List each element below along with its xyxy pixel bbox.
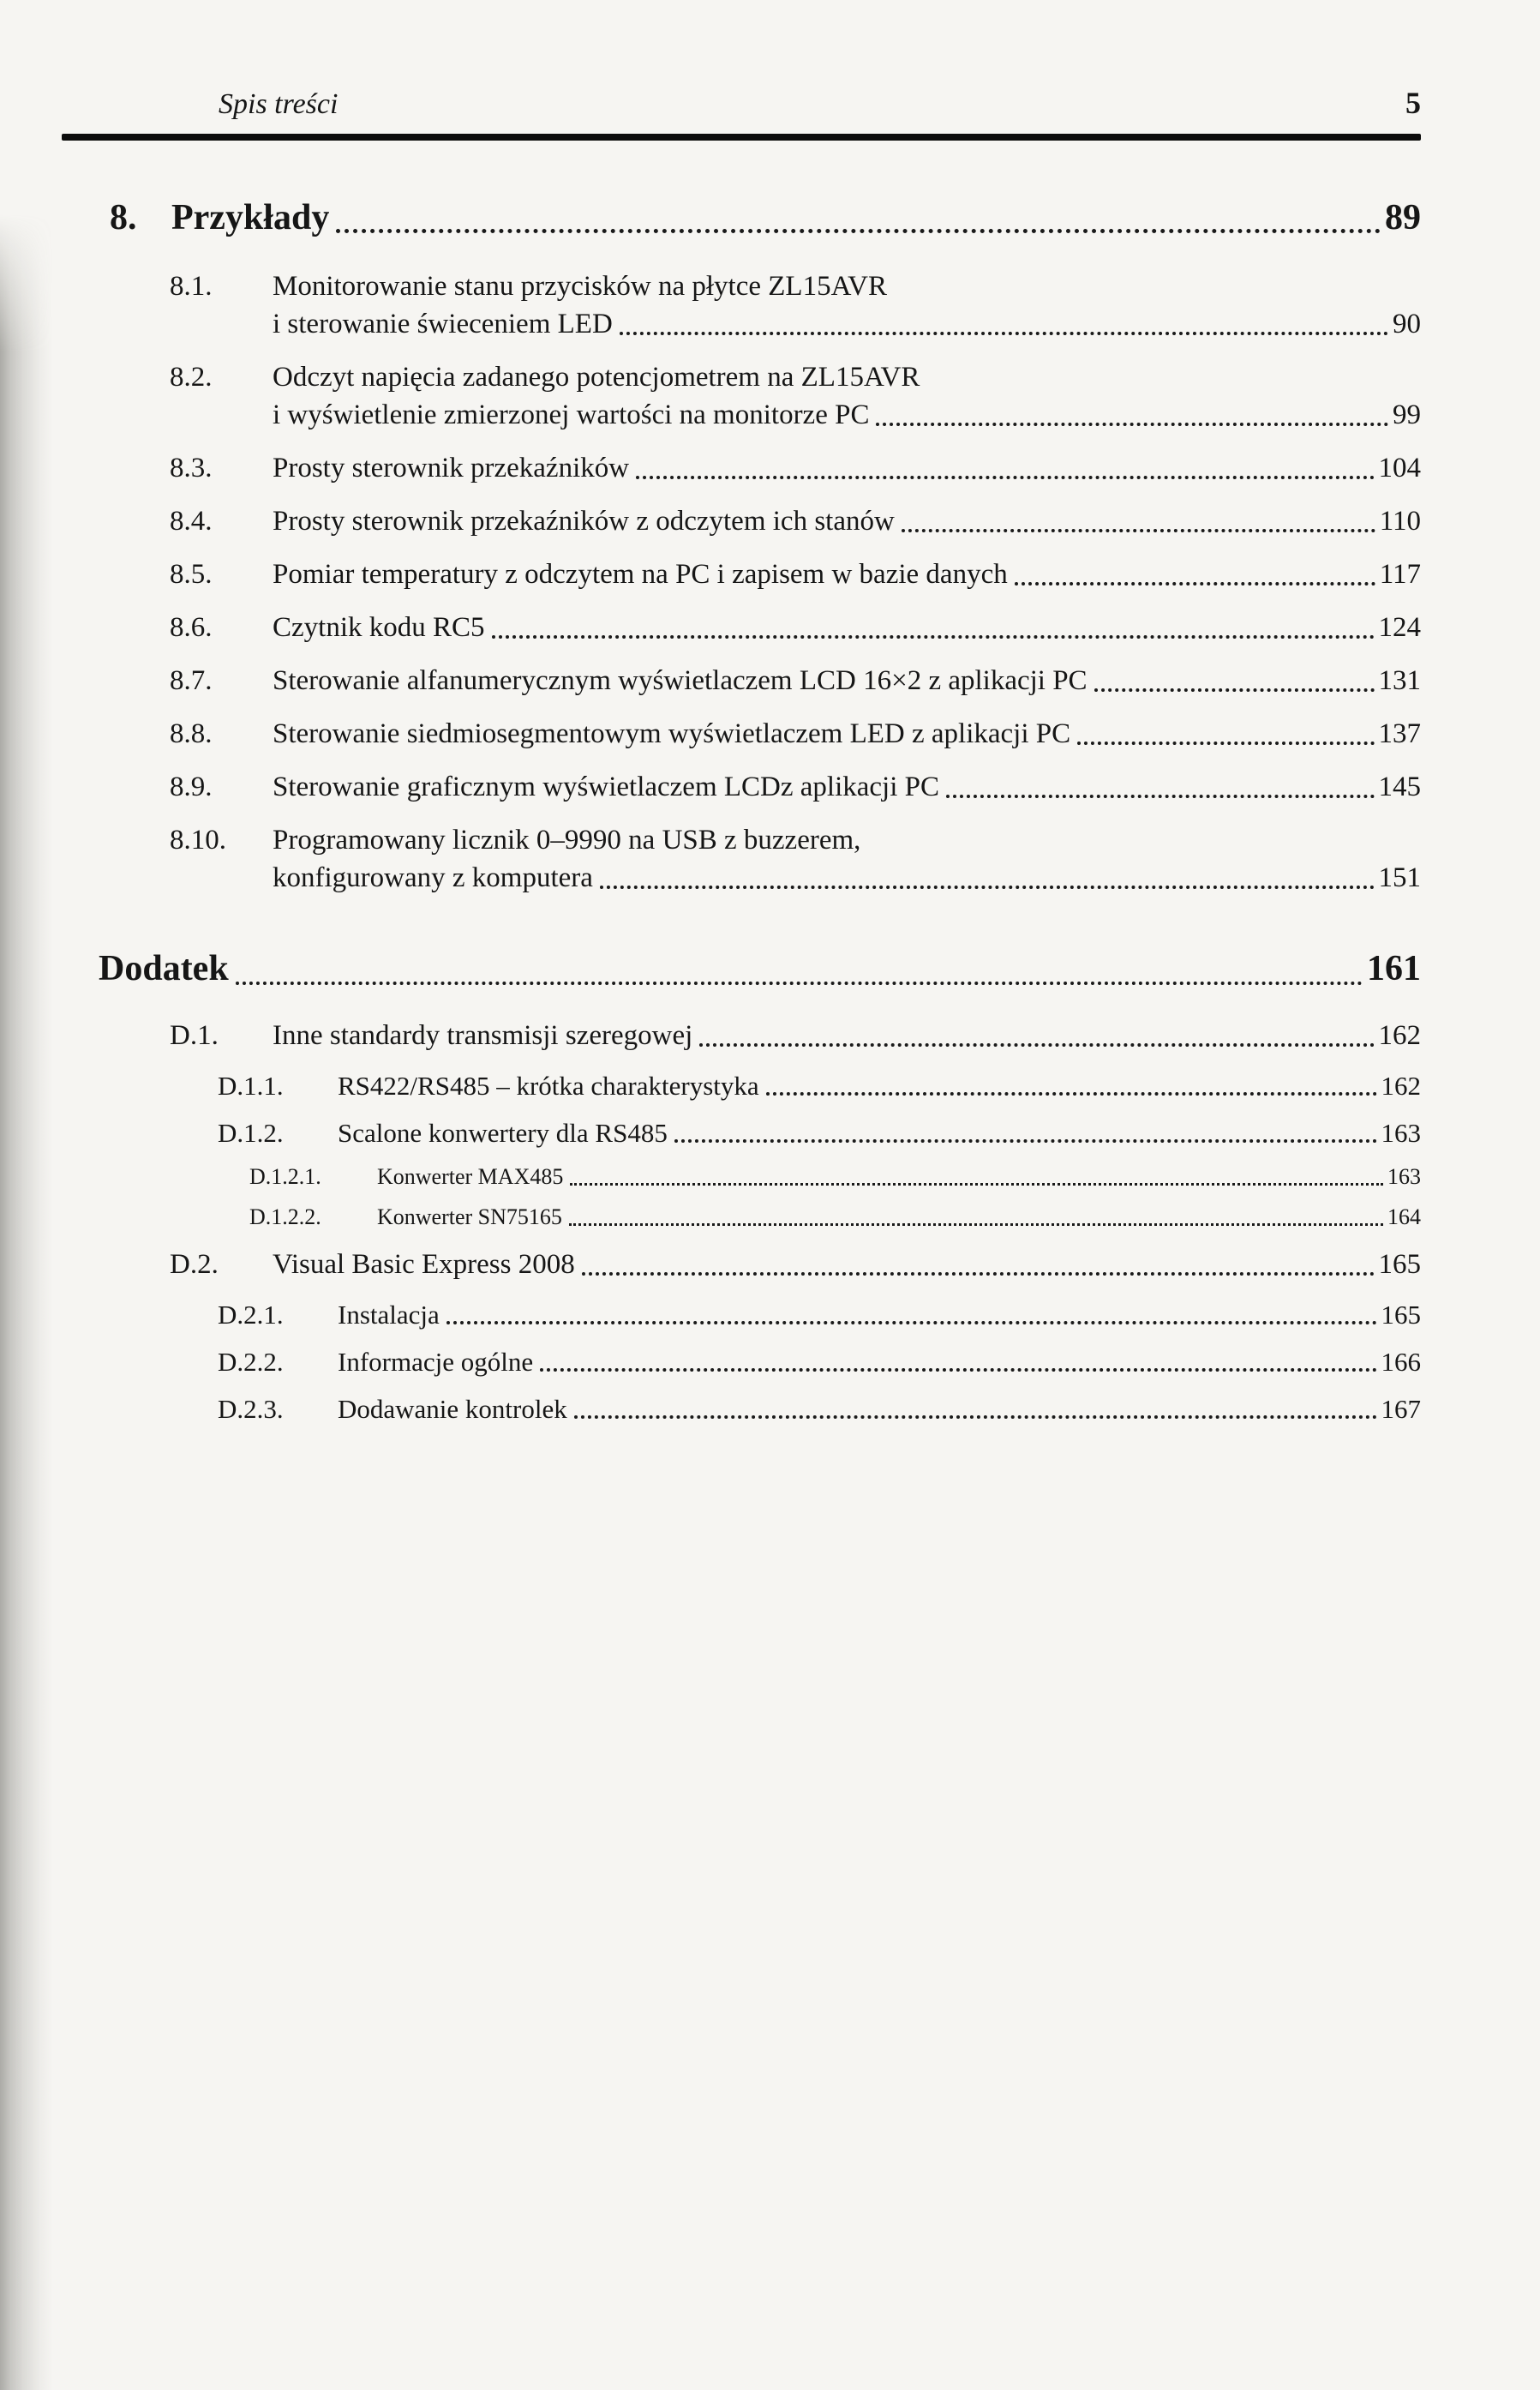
entry-number: D.1.2.1. <box>249 1164 321 1189</box>
toc-entry-8-1 <box>170 267 1421 343</box>
entry-title: Programowany licznik 0–9990 na USB z buzzerem, <box>273 825 861 856</box>
entry-number: 8.8. <box>170 718 213 749</box>
dot-leader <box>620 332 1388 335</box>
dot-leader <box>636 476 1374 479</box>
entry-page-number: 137 <box>1378 718 1421 749</box>
toc-entry-d-1-2-1 <box>249 1162 1421 1192</box>
dot-leader <box>570 1183 1383 1186</box>
dot-leader <box>902 529 1375 532</box>
toc-entries <box>0 267 1421 897</box>
toc-entry-8-7 <box>170 662 1421 700</box>
entry-number: 8.4. <box>170 506 213 537</box>
entry-title: Odczyt napięcia zadanego potencjometrem na ZL15AVR <box>273 362 920 393</box>
entry-title: Konwerter SN75165 <box>377 1204 562 1229</box>
dot-leader <box>569 1223 1383 1226</box>
dot-leader <box>674 1139 1377 1143</box>
toc-entry-d-2-3 <box>218 1391 1421 1426</box>
entry-page-number: 162 <box>1378 1020 1421 1051</box>
toc-entry-d-1-1 <box>218 1068 1421 1103</box>
entry-number: 8.5. <box>170 559 213 590</box>
entry-page-number: 110 <box>1379 506 1421 537</box>
entry-line-1 <box>170 555 1421 593</box>
entry-number: 8.6. <box>170 612 213 643</box>
entry-title-continued: i wyświetlenie zmierzonej wartości na monitorze PC <box>273 399 870 430</box>
dot-leader <box>574 1415 1377 1419</box>
entry-page-number: 151 <box>1378 862 1421 893</box>
toc-entry-d-1 <box>170 1017 1421 1054</box>
entry-number: 8.9. <box>170 772 213 802</box>
toc-entry-d-2-1 <box>218 1297 1421 1332</box>
entry-title: Inne standardy transmisji szeregowej <box>273 1020 693 1051</box>
dot-leader <box>236 982 1363 985</box>
entry-title: Konwerter MAX485 <box>377 1164 564 1189</box>
entry-number: D.1. <box>170 1020 219 1051</box>
entry-title: Prosty sterownik przekaźników z odczytem ich stanów <box>273 506 895 537</box>
entry-line-2 <box>170 396 1421 434</box>
entry-number: 8.7. <box>170 665 213 696</box>
entry-number: D.1.2. <box>218 1118 284 1148</box>
entry-title: Prosty sterownik przekaźników <box>273 453 630 483</box>
dot-leader <box>446 1321 1377 1324</box>
dot-leader <box>766 1092 1377 1096</box>
entry-page-number: 131 <box>1378 665 1421 696</box>
entry-line-1 <box>170 609 1421 646</box>
toc-entry-d-2 <box>170 1246 1421 1283</box>
entry-page-number: 117 <box>1379 559 1421 590</box>
entry-page-number: 145 <box>1378 772 1421 802</box>
entry-title: Pomiar temperatury z odczytem na PC i zapisem w bazie danych <box>273 559 1008 590</box>
entry-line-1 <box>170 267 1421 305</box>
entry-title: Sterowanie alfanumerycznym wyświetlaczem LCD 16×2 z aplikacji PC <box>273 665 1088 696</box>
toc-entry-d-1-2 <box>218 1115 1421 1150</box>
entry-number: 8.1. <box>170 271 213 302</box>
entry-page-number: 163 <box>1381 1118 1421 1148</box>
entry-title: RS422/RS485 – krótka charakterystyka <box>338 1071 759 1101</box>
chapter-number: 8. <box>110 198 137 237</box>
toc-chapter-8 <box>110 194 1421 242</box>
entry-title-continued: i sterowanie świeceniem LED <box>273 309 613 339</box>
entry-page-number: 99 <box>1393 399 1421 430</box>
entry-line-1 <box>170 449 1421 487</box>
entry-number: D.2.2. <box>218 1347 284 1377</box>
entry-page-number: 165 <box>1381 1300 1421 1330</box>
running-head-title: Spis treści <box>219 88 339 120</box>
entry-line-1 <box>170 821 1421 859</box>
dot-leader <box>492 635 1375 639</box>
entry-number: D.2.1. <box>218 1300 284 1330</box>
entry-line-1 <box>170 502 1421 540</box>
entry-title: Sterowanie siedmiosegmentowym wyświetlaczem LED z aplikacji PC <box>273 718 1071 749</box>
entry-page-number: 167 <box>1381 1394 1421 1424</box>
entry-page-number: 166 <box>1381 1347 1421 1377</box>
toc-appendix-entries <box>0 1017 1421 1426</box>
appendix-title: Dodatek <box>99 949 229 988</box>
toc-entry-d-1-2-2 <box>249 1203 1421 1232</box>
toc-entry-8-3 <box>170 449 1421 487</box>
toc-entry-8-9 <box>170 768 1421 806</box>
dot-leader <box>946 795 1375 798</box>
entry-title: Czytnik kodu RC5 <box>273 612 485 643</box>
running-head-page-number: 5 <box>1405 86 1421 120</box>
toc-entry-8-5 <box>170 555 1421 593</box>
entry-number: D.2.3. <box>218 1394 284 1424</box>
toc-entry-8-6 <box>170 609 1421 646</box>
entry-page-number: 162 <box>1381 1071 1421 1101</box>
header-rule <box>62 134 1421 141</box>
appendix-page-number: 161 <box>1367 949 1421 988</box>
toc-entry-8-4 <box>170 502 1421 540</box>
entry-number: D.1.2.2. <box>249 1204 321 1229</box>
toc-appendix-heading <box>99 945 1421 993</box>
toc-entry-8-8 <box>170 715 1421 753</box>
dot-leader <box>1077 742 1374 745</box>
entry-title: Informacje ogólne <box>338 1347 534 1377</box>
entry-line-1 <box>170 358 1421 396</box>
entry-number: 8.10. <box>170 825 226 856</box>
dot-leader <box>876 423 1388 426</box>
dot-leader <box>1015 582 1375 585</box>
entry-title-continued: konfigurowany z komputera <box>273 862 593 893</box>
dot-leader <box>1094 688 1375 692</box>
entry-title: Visual Basic Express 2008 <box>273 1249 575 1280</box>
entry-page-number: 104 <box>1378 453 1421 483</box>
entry-page-number: 165 <box>1378 1249 1421 1280</box>
toc-entry-8-2 <box>170 358 1421 434</box>
dot-leader <box>582 1272 1375 1276</box>
entry-number: D.2. <box>170 1249 219 1280</box>
entry-line-2 <box>170 305 1421 343</box>
toc-entry-d-2-2 <box>218 1344 1421 1379</box>
entry-line-1 <box>170 715 1421 753</box>
entry-page-number: 163 <box>1387 1164 1421 1189</box>
running-head <box>0 82 1421 125</box>
entry-title: Monitorowanie stanu przycisków na płytce ZL15AVR <box>273 271 888 302</box>
chapter-title: Przykłady <box>171 198 330 237</box>
entry-line-1 <box>170 662 1421 700</box>
entry-number: D.1.1. <box>218 1071 284 1101</box>
entry-title: Instalacja <box>338 1300 440 1330</box>
entry-number: 8.2. <box>170 362 213 393</box>
entry-title: Dodawanie kontrolek <box>338 1394 567 1424</box>
entry-title: Scalone konwertery dla RS485 <box>338 1118 668 1148</box>
chapter-page-number: 89 <box>1385 198 1421 237</box>
toc-entry-8-10 <box>170 821 1421 897</box>
dot-leader <box>336 229 1381 233</box>
entry-page-number: 124 <box>1378 612 1421 643</box>
entry-page-number: 90 <box>1393 309 1421 339</box>
dot-leader <box>540 1368 1376 1372</box>
entry-number: 8.3. <box>170 453 213 483</box>
entry-line-1 <box>170 768 1421 806</box>
dot-leader <box>699 1043 1374 1047</box>
dot-leader <box>600 886 1375 889</box>
entry-title: Sterowanie graficznym wyświetlaczem LCDz aplikacji PC <box>273 772 939 802</box>
entry-page-number: 164 <box>1387 1204 1421 1229</box>
entry-line-2 <box>170 859 1421 897</box>
